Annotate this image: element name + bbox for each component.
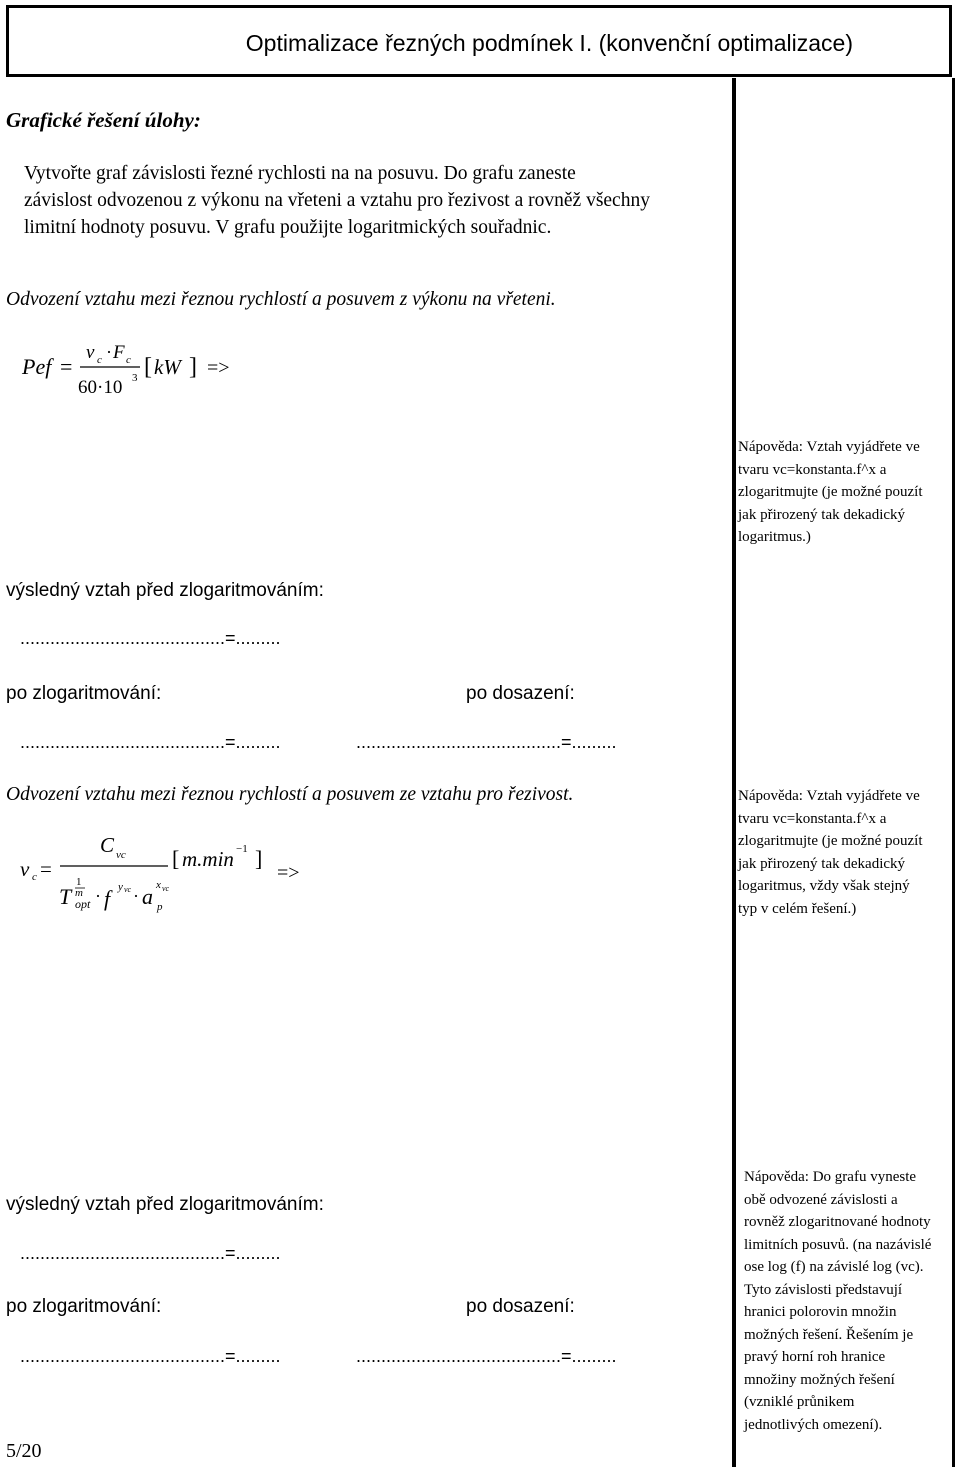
answer-blank: .........................................=......... [20, 1346, 281, 1366]
answer-blank: .........................................=......... [356, 732, 617, 752]
formula-den: 60·10 [78, 377, 123, 398]
hint-line: tvaru vc=konstanta.f^x a [738, 810, 887, 827]
formula-unit: kW [154, 355, 181, 379]
task-line: limitní hodnoty posuvu. V grafu použijte logaritmických souřadnic. [24, 217, 552, 238]
formula-eq: = [40, 857, 52, 881]
hint-line: Tyto závislosti představují [744, 1281, 903, 1298]
power-formula [18, 336, 258, 406]
answer-blank: .........................................=......... [20, 628, 281, 648]
hint-line: jednotlivých omezení). [744, 1416, 883, 1433]
hint-line: limitních posuvů. (na nazávislé [744, 1236, 932, 1253]
task-line: Vytvořte graf závislosti řezné rychlosti na na posuvu. Do grafu zaneste [24, 163, 576, 184]
bracket-left: [ [172, 846, 180, 871]
task-text [24, 160, 650, 241]
hint-line: zlogaritmujte (je možné pouzít [738, 833, 923, 849]
formula-v-sub: c [97, 354, 102, 366]
formula-F-sub: c [126, 354, 131, 366]
hint-line: logaritmus, vždy však stejný [738, 878, 910, 894]
result-label-2: výsledný vztah před zlogaritmováním: [6, 1194, 324, 1215]
subst-label-2: po dosazení: [466, 1296, 575, 1317]
task-line: závislost odvozenou z výkonu na vřeteni a vztahu pro řezivost a rovněž všechny [24, 190, 650, 211]
formula-f: f [104, 886, 111, 911]
bracket-left: [ [144, 354, 152, 380]
result-label-1: výsledný vztah před zlogaritmováním: [6, 580, 324, 601]
formula-a: a [142, 884, 153, 909]
formula-f-exp: y [118, 881, 123, 893]
header-box [6, 5, 952, 77]
formula-dot: · [95, 886, 101, 906]
hint-line: pravý horní roh hranice [744, 1349, 886, 1365]
formula-F: F [113, 342, 125, 363]
formula-T-exp-num: 1 [76, 876, 82, 888]
hint-line: zlogaritmujte (je možné pouzít [738, 484, 923, 500]
hint-line: logaritmus.) [738, 529, 811, 545]
formula-T-exp-den: m [75, 887, 83, 899]
bracket-right: ] [189, 354, 197, 380]
hint-line: Nápověda: Vztah vyjádřete ve [738, 788, 920, 804]
formula-C-sub: vc [116, 849, 126, 861]
formula-v: v [86, 342, 95, 363]
page-title: Optimalizace řezných podmínek I. (konvenční optimalizace) [245, 30, 853, 56]
hint-line: obě odvozené závislosti a [744, 1191, 898, 1208]
answer-blank: .........................................=......... [20, 732, 281, 752]
answer-blank: .........................................=......... [20, 1243, 281, 1263]
formula-den-exp: 3 [132, 372, 138, 384]
hint-line: Nápověda: Vztah vyjádřete ve [738, 439, 920, 455]
formula-lhs: Pef [22, 354, 52, 379]
formula-dot: · [106, 342, 112, 362]
hint-line: množiny možných řešení [744, 1371, 895, 1388]
hint-box-2 [738, 785, 950, 920]
formula-a-exp: x [156, 879, 161, 891]
hint-line: jak přirozený tak dekadický [738, 506, 906, 523]
hint-line: možných řešení. Řešením je [744, 1326, 914, 1343]
part2-heading: Odvození vztahu mezi řeznou rychlostí a posuvem ze vztahu pro řezivost. [6, 784, 574, 805]
hint-line: typ v celém řešení.) [738, 900, 857, 917]
bracket-right: ] [255, 846, 263, 871]
hint-line: rovněž zlogaritnované hodnoty [744, 1214, 931, 1230]
hint-line: jak přirozený tak dekadický [738, 855, 906, 872]
formula-unit: m.min [182, 847, 234, 871]
formula-T: T [59, 884, 72, 909]
hint-box-1 [738, 436, 950, 549]
log-label-1: po zlogaritmování: [6, 683, 162, 704]
page-number: 5/20 [6, 1440, 42, 1462]
part1-heading: Odvození vztahu mezi řeznou rychlostí a posuvem z výkonu na vřeteni. [6, 289, 556, 310]
formula-unit-exp: −1 [236, 843, 248, 855]
hint-line: hranici polorovin množin [744, 1304, 897, 1320]
formula-T-sub: opt [75, 897, 91, 911]
formula-f-exp-sub: vc [124, 885, 132, 894]
formula-arrow: => [277, 862, 300, 884]
log-label-2: po zlogaritmování: [6, 1296, 162, 1317]
formula-arrow: => [207, 357, 230, 379]
formula-v: v [20, 857, 30, 881]
right-border [952, 78, 955, 1467]
formula-v-sub: c [32, 871, 37, 883]
hint-line: Nápověda: Do grafu vyneste [744, 1169, 917, 1185]
formula-eq: = [60, 354, 73, 379]
subst-label-1: po dosazení: [466, 683, 575, 704]
hint-line: tvaru vc=konstanta.f^x a [738, 461, 887, 478]
section-heading: Grafické řešení úlohy: [6, 108, 201, 132]
formula-dot: · [133, 886, 139, 906]
hint-box-3 [744, 1166, 952, 1436]
tool-life-formula [18, 828, 318, 918]
hint-line: (vzniklé průnikem [744, 1394, 855, 1410]
hint-line: ose log (f) na závislé log (vc). [744, 1259, 924, 1275]
answer-blank: .........................................=......... [356, 1346, 617, 1366]
column-divider [732, 78, 736, 1467]
formula-a-sub: p [157, 901, 163, 913]
formula-a-exp-sub: vc [162, 884, 170, 893]
formula-C: C [100, 833, 115, 857]
